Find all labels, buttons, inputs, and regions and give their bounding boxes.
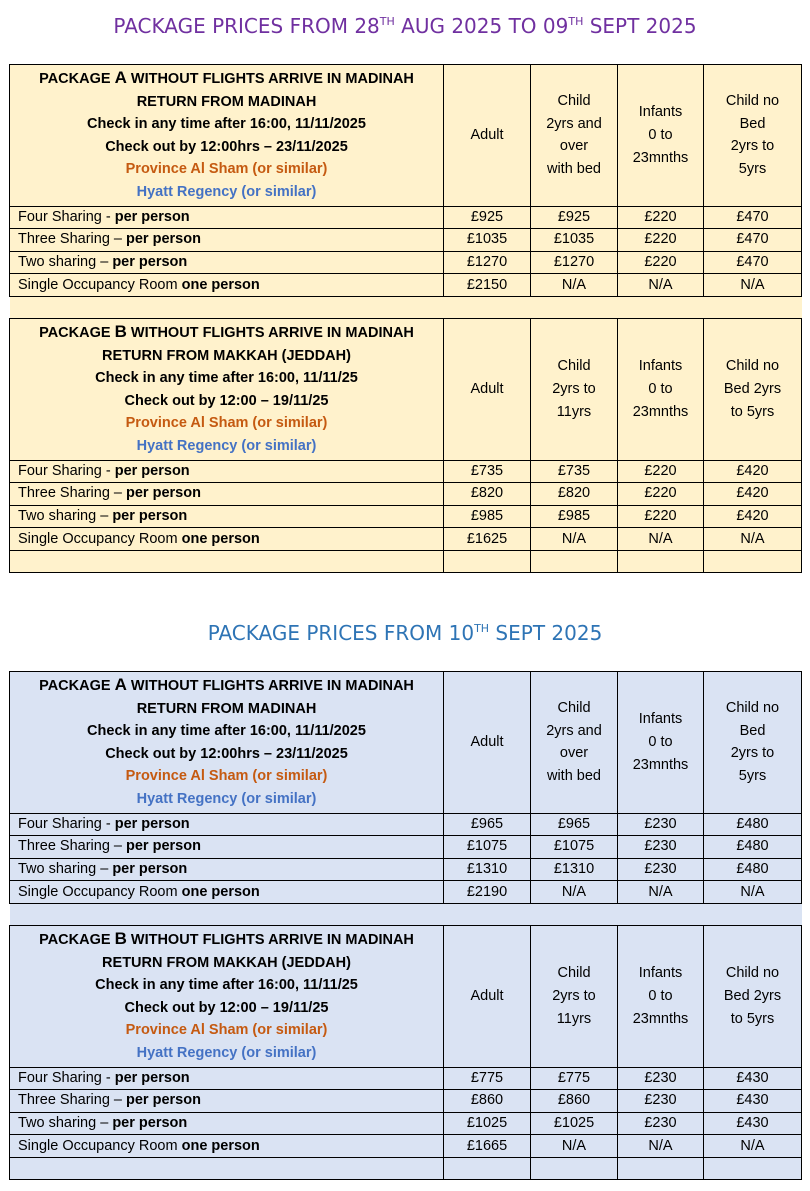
price-cell: £230	[618, 858, 704, 881]
column-header-line: 11yrs	[556, 403, 592, 420]
hotel-madinah: Hyatt Regency (or similar)	[136, 790, 317, 807]
room-type-label	[10, 1090, 444, 1113]
package-header-row	[10, 318, 802, 460]
table-row	[10, 1090, 802, 1113]
package-title	[12, 928, 441, 952]
price-table-period-1	[9, 64, 802, 573]
price-cell: £965	[531, 813, 618, 836]
column-header-infants	[618, 672, 704, 814]
column-header-line: 2yrs and	[546, 722, 602, 739]
package-header-row	[10, 925, 802, 1067]
column-header-child	[531, 65, 618, 207]
package-header-row	[10, 672, 802, 814]
room-type-label	[10, 858, 444, 881]
price-cell: £420	[704, 460, 802, 483]
column-header-line: Child	[557, 93, 591, 110]
column-header-adult	[444, 672, 531, 814]
price-cell: £820	[444, 483, 531, 506]
package-checkout: Check out by 12:00 – 19/11/25	[124, 999, 329, 1016]
package-letter: A	[114, 68, 127, 87]
price-cell: £1625	[444, 528, 531, 551]
room-type-text: Single Occupancy Room	[18, 883, 182, 900]
table-row	[10, 274, 802, 297]
package-title-prefix: PACKAGE	[39, 324, 115, 341]
package-header-package_a	[10, 65, 444, 207]
price-cell: £220	[618, 229, 704, 252]
table-row	[10, 1067, 802, 1090]
price-cell: £430	[704, 1067, 802, 1090]
column-header-line: Adult	[470, 733, 504, 750]
empty-cell	[704, 550, 802, 573]
price-cell: N/A	[531, 274, 618, 297]
price-cell: £1025	[531, 1112, 618, 1135]
column-header-line: 0 to	[648, 733, 673, 750]
table-row	[10, 460, 802, 483]
empty-cell	[531, 550, 618, 573]
column-header-line: Child no	[725, 93, 780, 110]
column-header-line: 2yrs to	[552, 380, 596, 397]
gap-cell	[10, 903, 802, 925]
price-cell: N/A	[531, 1135, 618, 1158]
room-type-text: Two sharing –	[18, 254, 113, 271]
price-cell: N/A	[704, 881, 802, 904]
column-header-line: 5yrs	[738, 160, 767, 177]
hotel-makkah: Province Al Sham (or similar)	[125, 161, 328, 178]
room-type-unit: one person	[181, 883, 260, 900]
package-header-row	[10, 65, 802, 207]
room-type-unit: per person	[126, 1092, 201, 1109]
price-cell: £1075	[444, 836, 531, 859]
column-header-adult	[444, 318, 531, 460]
price-cell: £430	[704, 1090, 802, 1113]
table-row	[10, 858, 802, 881]
column-header-child	[531, 672, 618, 814]
table-row	[10, 881, 802, 904]
package-header-package_b	[10, 925, 444, 1067]
room-type-text: Four Sharing -	[18, 462, 115, 479]
empty-cell	[531, 1157, 618, 1180]
price-cell: N/A	[618, 881, 704, 904]
table-row	[10, 251, 802, 274]
price-cell: £480	[704, 858, 802, 881]
price-cell: N/A	[704, 1135, 802, 1158]
price-cell: £430	[704, 1112, 802, 1135]
column-header-line: 2yrs to	[730, 138, 775, 155]
column-header-nobed	[704, 925, 802, 1067]
column-header-line: 23mnths	[632, 403, 689, 420]
package-return: RETURN FROM MAKKAH (JEDDAH)	[102, 954, 351, 971]
table-row	[10, 528, 802, 551]
price-cell: £230	[618, 1067, 704, 1090]
package-title-prefix: PACKAGE	[39, 71, 115, 87]
room-type-text: Two sharing –	[18, 507, 113, 524]
empty-cell	[704, 1157, 802, 1180]
price-cell: £860	[531, 1090, 618, 1113]
price-cell: £775	[444, 1067, 531, 1090]
column-header-nobed	[704, 672, 802, 814]
price-cell: N/A	[531, 528, 618, 551]
column-header-adult	[444, 925, 531, 1067]
price-cell: £2190	[444, 881, 531, 904]
price-cell: N/A	[704, 274, 802, 297]
room-type-text: Three Sharing –	[18, 1092, 127, 1109]
column-header-line: 0 to	[648, 987, 673, 1004]
empty-cell	[444, 550, 531, 573]
column-header-line: 2yrs to	[552, 987, 596, 1004]
hotel-makkah: Province Al Sham (or similar)	[125, 415, 328, 432]
price-cell: £420	[704, 505, 802, 528]
package-title	[12, 321, 441, 345]
price-cell: £1665	[444, 1135, 531, 1158]
price-cell: N/A	[618, 274, 704, 297]
price-cell: £1270	[531, 251, 618, 274]
room-type-text: Four Sharing -	[18, 815, 115, 832]
price-cell: £470	[704, 229, 802, 252]
column-header-line: Infants	[638, 711, 683, 728]
room-type-label	[10, 881, 444, 904]
room-type-unit: per person	[112, 507, 188, 524]
table-gap	[10, 296, 802, 318]
price-cell: £925	[444, 206, 531, 229]
room-type-unit: per person	[114, 208, 190, 225]
price-cell: £230	[618, 836, 704, 859]
column-header-line: to 5yrs	[730, 1010, 775, 1027]
column-header-line: 23mnths	[632, 1010, 689, 1027]
room-type-label	[10, 460, 444, 483]
column-header-line: 2yrs to	[730, 745, 775, 762]
price-cell: £2150	[444, 274, 531, 297]
hotel-madinah: Hyatt Regency (or similar)	[136, 183, 317, 200]
table-row	[10, 1112, 802, 1135]
column-header-line: with bed	[546, 767, 601, 784]
column-header-line: 5yrs	[738, 767, 767, 784]
package-checkin: Check in any time after 16:00, 11/11/2025	[87, 723, 366, 740]
empty-cell	[618, 550, 704, 573]
table-gap	[10, 903, 802, 925]
column-header-line: Adult	[470, 126, 504, 143]
column-header-child	[531, 925, 618, 1067]
column-header-line: 0 to	[648, 380, 673, 397]
room-type-unit: one person	[181, 530, 260, 547]
price-cell: £420	[704, 483, 802, 506]
package-return: RETURN FROM MADINAH	[136, 93, 317, 110]
column-header-line: 0 to	[648, 126, 673, 143]
package-return: RETURN FROM MADINAH	[136, 700, 317, 717]
column-header-line: Adult	[470, 987, 504, 1004]
column-header-line: with bed	[546, 160, 601, 177]
empty-cell	[444, 1157, 531, 1180]
column-header-line: 11yrs	[556, 1010, 592, 1027]
room-type-unit: per person	[126, 838, 201, 855]
package-title-prefix: PACKAGE	[39, 678, 115, 694]
column-header-line: Infants	[638, 358, 683, 375]
column-header-infants	[618, 925, 704, 1067]
column-header-line: to 5yrs	[730, 403, 775, 420]
package-letter: B	[114, 928, 127, 948]
price-cell: £820	[531, 483, 618, 506]
table-row	[10, 813, 802, 836]
price-cell: £925	[531, 206, 618, 229]
price-cell: £480	[704, 813, 802, 836]
price-cell: £985	[531, 505, 618, 528]
column-header-nobed	[704, 318, 802, 460]
room-type-label	[10, 836, 444, 859]
column-header-line: Infants	[638, 104, 683, 121]
page-title-period-1: PACKAGE PRICES FROM 28TH AUG 2025 TO 09TH SEPT 2025	[113, 14, 697, 38]
room-type-unit: per person	[112, 254, 188, 271]
empty-cell	[10, 1157, 444, 1180]
column-header-line: 2yrs and	[546, 115, 602, 132]
price-cell: £860	[444, 1090, 531, 1113]
price-cell: £735	[444, 460, 531, 483]
price-cell: £985	[444, 505, 531, 528]
column-header-line: Child no	[725, 965, 780, 982]
price-cell: £230	[618, 1090, 704, 1113]
column-header-line: Child	[557, 700, 591, 717]
room-type-text: Four Sharing -	[18, 208, 115, 225]
price-cell: N/A	[618, 528, 704, 551]
table-row	[10, 836, 802, 859]
package-header-package_b	[10, 318, 444, 460]
price-cell: £1035	[444, 229, 531, 252]
package-checkout: Check out by 12:00hrs – 23/11/2025	[105, 138, 348, 155]
price-cell: £220	[618, 505, 704, 528]
price-cell: £1035	[531, 229, 618, 252]
table-row	[10, 505, 802, 528]
price-cell: N/A	[618, 1135, 704, 1158]
column-header-line: Adult	[470, 380, 504, 397]
price-cell: £470	[704, 251, 802, 274]
room-type-unit: one person	[181, 276, 260, 293]
price-cell: £1310	[531, 858, 618, 881]
hotel-madinah: Hyatt Regency (or similar)	[136, 437, 317, 454]
column-header-line: Bed 2yrs	[723, 987, 782, 1004]
empty-row	[10, 550, 802, 573]
room-type-text: Single Occupancy Room	[18, 1137, 182, 1154]
hotel-makkah: Province Al Sham (or similar)	[125, 1022, 328, 1039]
room-type-label	[10, 1112, 444, 1135]
price-cell: £1025	[444, 1112, 531, 1135]
room-type-unit: one person	[181, 1137, 260, 1154]
package-title-suffix: WITHOUT FLIGHTS ARRIVE IN MADINAH	[126, 71, 414, 87]
package-return: RETURN FROM MAKKAH (JEDDAH)	[102, 347, 351, 364]
column-header-line: Child	[557, 358, 591, 375]
package-letter: A	[114, 675, 127, 694]
price-cell: £220	[618, 460, 704, 483]
column-header-line: Bed 2yrs	[723, 380, 782, 397]
room-type-label	[10, 1067, 444, 1090]
room-type-text: Three Sharing –	[18, 838, 127, 855]
package-title-suffix: WITHOUT FLIGHTS ARRIVE IN MADINAH	[126, 324, 414, 341]
column-header-line: 23mnths	[632, 149, 689, 166]
room-type-unit: per person	[126, 231, 201, 248]
room-type-label	[10, 483, 444, 506]
package-title-suffix: WITHOUT FLIGHTS ARRIVE IN MADINAH	[126, 678, 414, 694]
room-type-unit: per person	[126, 485, 201, 502]
column-header-line: Bed	[739, 722, 766, 739]
room-type-label	[10, 505, 444, 528]
room-type-unit: per person	[114, 815, 190, 832]
price-cell: £480	[704, 836, 802, 859]
package-header-package_a	[10, 672, 444, 814]
empty-cell	[10, 550, 444, 573]
price-cell: £220	[618, 206, 704, 229]
room-type-label	[10, 251, 444, 274]
empty-cell	[618, 1157, 704, 1180]
column-header-line: over	[559, 138, 589, 155]
room-type-unit: per person	[114, 1069, 190, 1086]
column-header-infants	[618, 318, 704, 460]
room-type-label	[10, 274, 444, 297]
price-table-period-2	[9, 671, 802, 1180]
gap-cell	[10, 296, 802, 318]
price-cell: £1270	[444, 251, 531, 274]
room-type-text: Two sharing –	[18, 861, 113, 878]
column-header-line: over	[559, 745, 589, 762]
table-row	[10, 1135, 802, 1158]
room-type-text: Three Sharing –	[18, 231, 127, 248]
room-type-label	[10, 528, 444, 551]
package-title-suffix: WITHOUT FLIGHTS ARRIVE IN MADINAH	[126, 931, 414, 948]
column-header-adult	[444, 65, 531, 207]
package-title	[12, 67, 441, 91]
price-cell: £230	[618, 813, 704, 836]
package-title	[12, 674, 441, 698]
column-header-line: Bed	[739, 115, 766, 132]
page-title-period-2: PACKAGE PRICES FROM 10TH SEPT 2025	[207, 621, 603, 645]
package-checkin: Check in any time after 16:00, 11/11/2025	[87, 116, 366, 133]
price-cell: £965	[444, 813, 531, 836]
room-type-text: Single Occupancy Room	[18, 276, 182, 293]
room-type-text: Two sharing –	[18, 1114, 113, 1131]
empty-row	[10, 1157, 802, 1180]
price-cell: £220	[618, 483, 704, 506]
room-type-label	[10, 813, 444, 836]
table-row	[10, 483, 802, 506]
price-cell: £1075	[531, 836, 618, 859]
price-cell: £470	[704, 206, 802, 229]
column-header-infants	[618, 65, 704, 207]
price-cell: £735	[531, 460, 618, 483]
column-header-line: Child no	[725, 700, 780, 717]
column-header-line: Infants	[638, 965, 683, 982]
package-checkout: Check out by 12:00hrs – 23/11/2025	[105, 745, 348, 762]
hotel-makkah: Province Al Sham (or similar)	[125, 768, 328, 785]
price-cell: N/A	[704, 528, 802, 551]
room-type-unit: per person	[112, 1114, 188, 1131]
room-type-label	[10, 1135, 444, 1158]
room-type-text: Single Occupancy Room	[18, 530, 182, 547]
column-header-line: Child	[557, 965, 591, 982]
hotel-madinah: Hyatt Regency (or similar)	[136, 1044, 317, 1061]
column-header-line: 23mnths	[632, 756, 689, 773]
table-row	[10, 206, 802, 229]
table-row	[10, 229, 802, 252]
column-header-line: Child no	[725, 358, 780, 375]
room-type-unit: per person	[112, 861, 188, 878]
room-type-text: Three Sharing –	[18, 485, 127, 502]
package-checkin: Check in any time after 16:00, 11/11/25	[95, 370, 358, 387]
price-cell: N/A	[531, 881, 618, 904]
room-type-label	[10, 206, 444, 229]
column-header-child	[531, 318, 618, 460]
package-checkout: Check out by 12:00 – 19/11/25	[124, 392, 329, 409]
column-header-nobed	[704, 65, 802, 207]
room-type-unit: per person	[114, 462, 190, 479]
package-letter: B	[114, 321, 127, 341]
room-type-label	[10, 229, 444, 252]
price-cell: £220	[618, 251, 704, 274]
price-cell: £775	[531, 1067, 618, 1090]
price-cell: £1310	[444, 858, 531, 881]
price-cell: £230	[618, 1112, 704, 1135]
package-checkin: Check in any time after 16:00, 11/11/25	[95, 977, 358, 994]
package-title-prefix: PACKAGE	[39, 931, 115, 948]
room-type-text: Four Sharing -	[18, 1069, 115, 1086]
